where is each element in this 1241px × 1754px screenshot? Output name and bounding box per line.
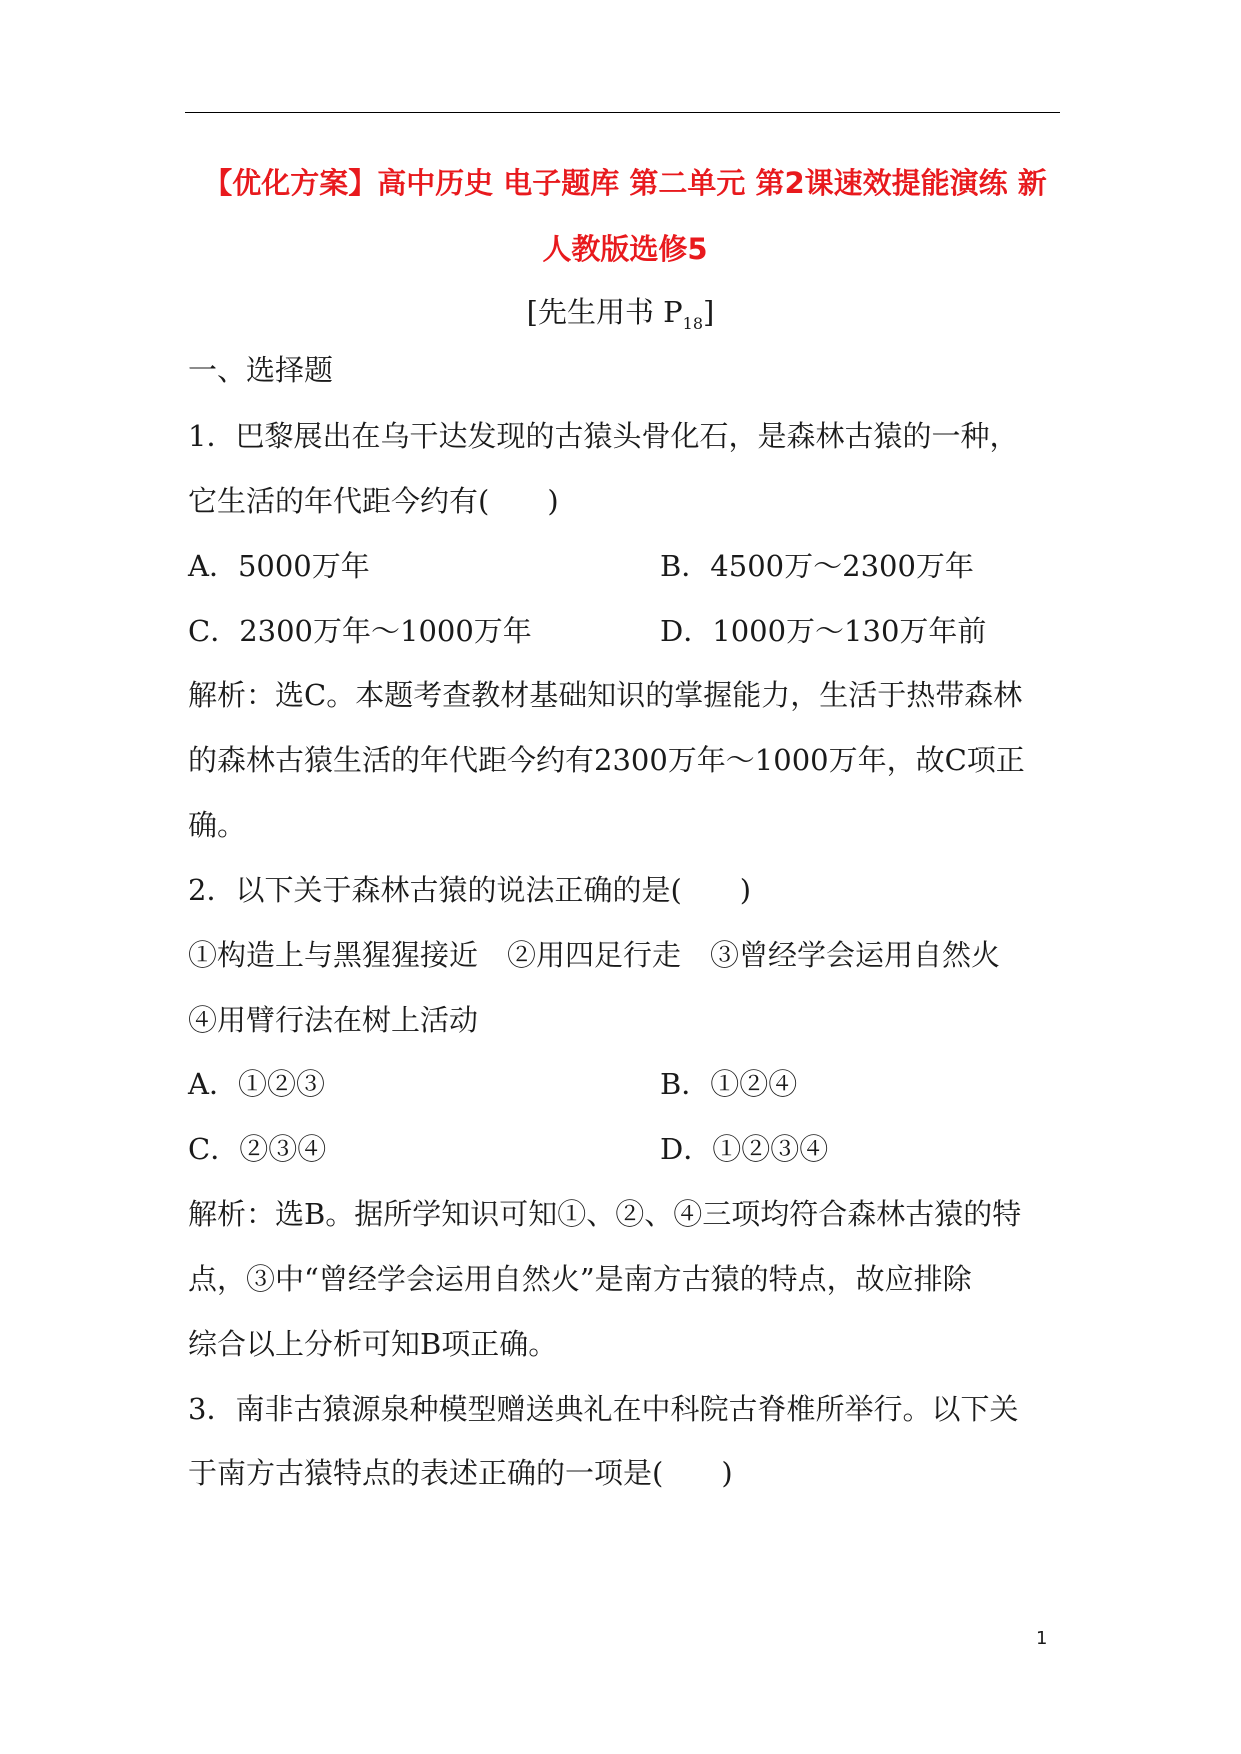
title-line-2: 人教版选修5 <box>542 232 708 266</box>
q2-stem-line-2: ①构造上与黑猩猩接近 ②用四足行走 ③曾经学会运用自然火 <box>188 938 1001 972</box>
q2-option-a: A．①②③ <box>188 1067 325 1101</box>
header-rule <box>185 112 1060 113</box>
document-title <box>175 150 1075 282</box>
q2-stem-line-1: 2．以下关于森林古猿的说法正确的是( ) <box>188 873 752 907</box>
q2-analysis-line-3: 综合以上分析可知B项正确。 <box>188 1327 558 1361</box>
q1-option-b: B．4500万～2300万年 <box>660 549 974 583</box>
q1-option-c: C．2300万年～1000万年 <box>188 614 532 648</box>
q1-analysis-line-2: 的森林古猿生活的年代距今约有2300万年～1000万年，故C项正 <box>188 743 1025 777</box>
q1-stem-line-1: 1．巴黎展出在乌干达发现的古猿头骨化石，是森林古猿的一种， <box>188 419 1019 453</box>
q2-option-b: B．①②④ <box>660 1067 798 1101</box>
q1-option-a: A．5000万年 <box>188 549 370 583</box>
q2-option-c: C．②③④ <box>188 1132 327 1166</box>
q3-stem-line-1: 3．南非古猿源泉种模型赠送典礼在中科院古脊椎所举行。以下关 <box>188 1392 1019 1426</box>
q3-stem-line-2: 于南方古猿特点的表述正确的一项是( ) <box>188 1456 733 1490</box>
page-number: 1 <box>1036 1628 1048 1649</box>
q1-stem-line-2: 它生活的年代距今约有( ) <box>188 484 559 518</box>
section-heading: 一、选择题 <box>188 353 334 387</box>
q1-analysis-line-3: 确。 <box>188 808 247 842</box>
textbook-reference: [先生用书 $P_{18}$] <box>526 295 715 333</box>
q2-analysis-line-1: 解析：选B。据所学知识可知①、②、④三项均符合森林古猿的特 <box>188 1197 1022 1231</box>
q2-stem-line-3: ④用臂行法在树上活动 <box>188 1003 479 1037</box>
q1-analysis-line-1: 解析：选C。本题考查教材基础知识的掌握能力，生活于热带森林 <box>188 678 1023 712</box>
q2-analysis-line-2: 点，③中“曾经学会运用自然火”是南方古猿的特点，故应排除 <box>188 1262 972 1296</box>
q1-option-d: D．1000万～130万年前 <box>660 614 987 648</box>
title-line-1: 【优化方案】高中历史 电子题库 第二单元 第2课速效提能演练 新 <box>203 166 1047 200</box>
q2-option-d: D．①②③④ <box>660 1132 829 1166</box>
